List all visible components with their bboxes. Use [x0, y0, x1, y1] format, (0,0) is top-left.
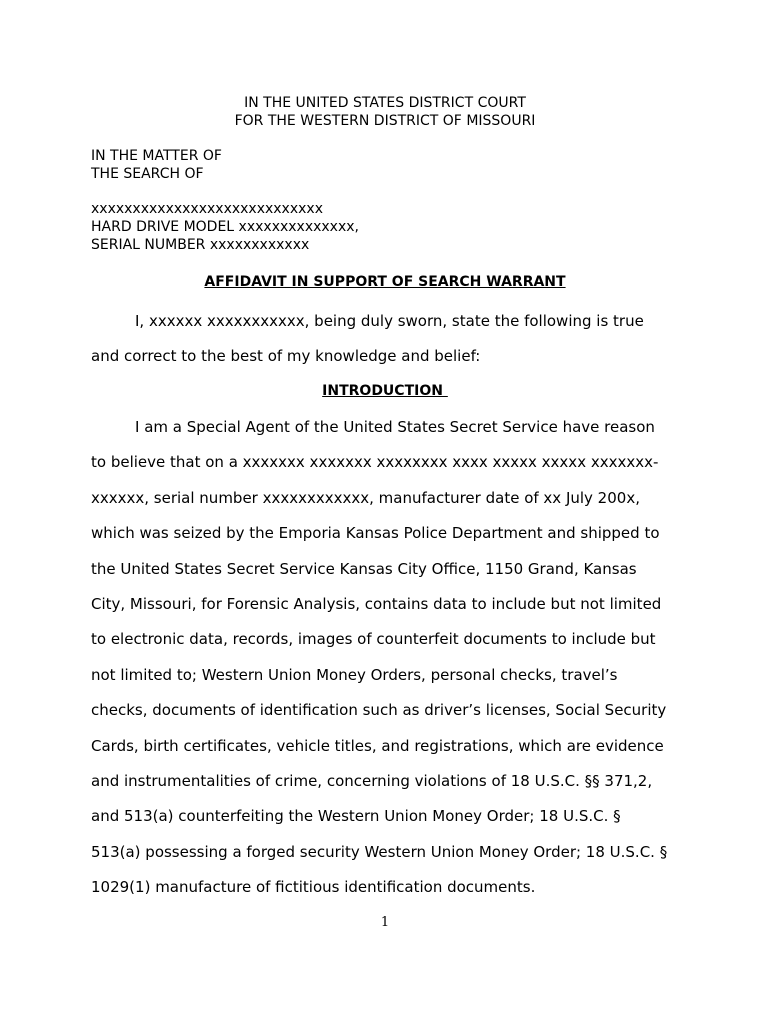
- oath-line: and correct to the best of my knowledge and belief:: [91, 347, 481, 365]
- matter-line-2: THE SEARCH OF: [91, 166, 204, 182]
- device-line-2: HARD DRIVE MODEL xxxxxxxxxxxxxx,: [91, 219, 359, 235]
- body-line: City, Missouri, for Forensic Analysis, contains data to include but not limited: [91, 595, 662, 613]
- oath-line: I, xxxxxx xxxxxxxxxxx, being duly sworn, state the following is true: [135, 312, 644, 330]
- introduction-heading-text: INTRODUCTION: [322, 383, 448, 399]
- body-line: xxxxxx, serial number xxxxxxxxxxxx, manufacturer date of xx July 200x,: [91, 489, 640, 507]
- body-line: and instrumentalities of crime, concerning violations of 18 U.S.C. §§ 371,2,: [91, 772, 653, 790]
- device-description: [91, 200, 359, 254]
- court-line-1: IN THE UNITED STATES DISTRICT COURT: [244, 95, 526, 111]
- body-line: the United States Secret Service Kansas City Office, 1150 Grand, Kansas: [91, 560, 637, 578]
- affidavit-title-text: AFFIDAVIT IN SUPPORT OF SEARCH WARRANT: [204, 274, 566, 290]
- device-line-3: SERIAL NUMBER xxxxxxxxxxxx: [91, 237, 310, 253]
- introduction-heading: [0, 382, 770, 400]
- device-line-1: xxxxxxxxxxxxxxxxxxxxxxxxxxxx: [91, 201, 323, 217]
- court-line-2: FOR THE WESTERN DISTRICT OF MISSOURI: [234, 113, 536, 129]
- body-line: not limited to; Western Union Money Orders, personal checks, travel’s: [91, 666, 618, 684]
- matter-caption: [91, 147, 222, 183]
- body-line: checks, documents of identification such as driver’s licenses, Social Security: [91, 701, 667, 719]
- body-line: 1029(1) manufacture of fictitious identification documents.: [91, 878, 536, 896]
- body-line: to electronic data, records, images of counterfeit documents to include but: [91, 630, 656, 648]
- body-line: 513(a) possessing a forged security Western Union Money Order; 18 U.S.C. §: [91, 843, 668, 861]
- body-line: to believe that on a xxxxxxx xxxxxxx xxxxxxxx xxxx xxxxx xxxxx xxxxxxx-: [91, 453, 659, 471]
- body-line: and 513(a) counterfeiting the Western Union Money Order; 18 U.S.C. §: [91, 807, 621, 825]
- body-line: which was seized by the Emporia Kansas Police Department and shipped to: [91, 524, 660, 542]
- body-line: I am a Special Agent of the United States Secret Service have reason: [135, 418, 655, 436]
- matter-line-1: IN THE MATTER OF: [91, 148, 222, 164]
- affidavit-title: [0, 273, 770, 291]
- court-caption: [0, 94, 770, 130]
- page-number: 1: [380, 915, 390, 930]
- body-line: Cards, birth certificates, vehicle titles, and registrations, which are evidence: [91, 737, 664, 755]
